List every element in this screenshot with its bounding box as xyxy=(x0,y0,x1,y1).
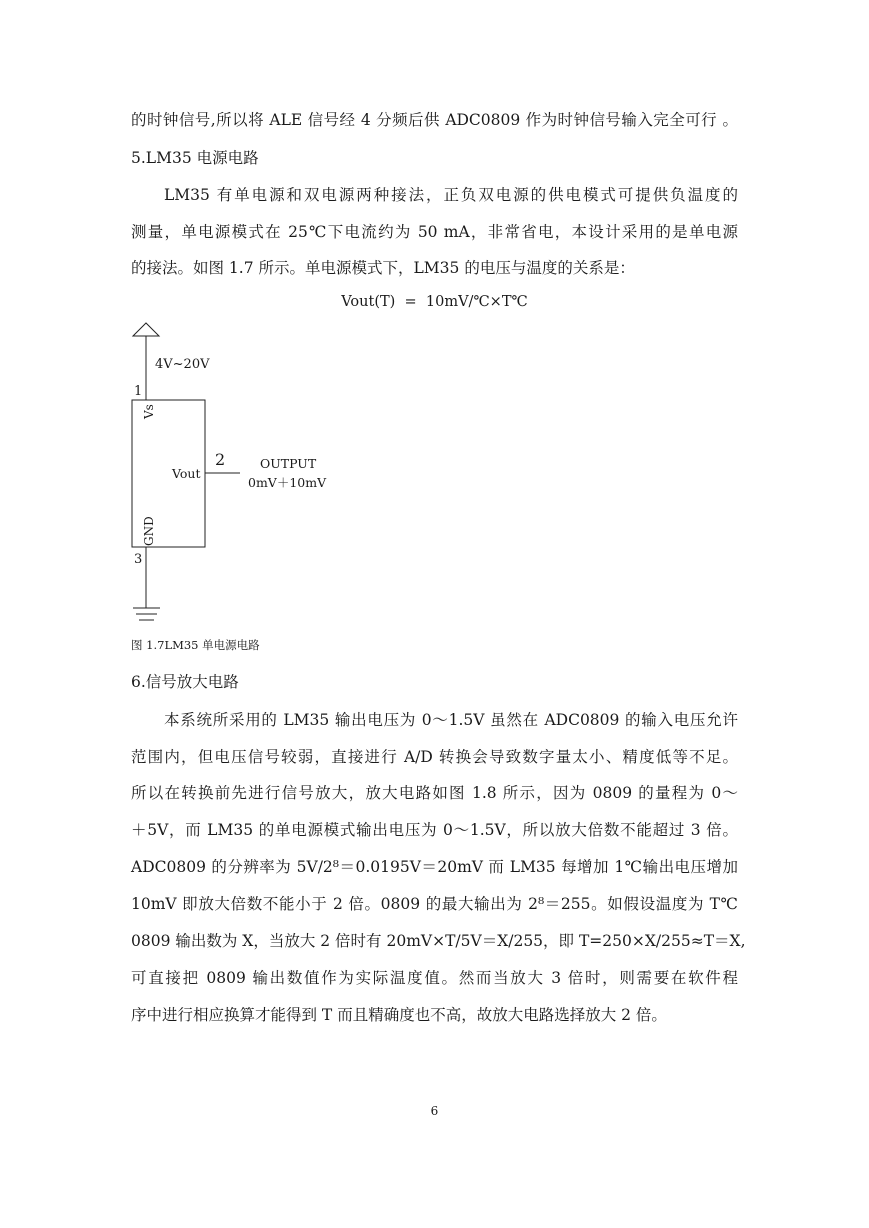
paragraph-line: 0809 输出数为 X，当放大 2 倍时有 20mV×T/5V＝X/255，即 T=250×X/255≈T＝X, xyxy=(131,932,746,950)
paragraph-line: 的接法。如图 1.7 所示。单电源模式下，LM35 的电压与温度的关系是： xyxy=(131,259,635,277)
paragraph-line: 10mV 即放大倍数不能小于 2 倍。0809 的最大输出为 2⁸＝255。如假设温度为 T℃ xyxy=(131,895,738,913)
paragraph-line: ADC0809 的分辨率为 5V/2⁸＝0.0195V＝20mV 而 LM35 每增加 1℃输出电压增加 xyxy=(131,858,738,876)
paragraph-line: LM35 有单电源和双电源两种接法，正负双电源的供电模式可提供负温度的 xyxy=(164,186,738,204)
paragraph-line: 的时钟信号,所以将 ALE 信号经 4 分频后供 ADC0809 作为时钟信号输入完全可行 。 xyxy=(131,111,738,129)
output-label: OUTPUT xyxy=(260,456,317,471)
paragraph-line: 测量，单电源模式在 25℃下电流约为 50 mA，非常省电，本设计采用的是单电源 xyxy=(131,223,738,241)
page-number: 6 xyxy=(430,1104,439,1118)
section-heading: 6.信号放大电路 xyxy=(131,673,239,691)
paragraph-line: ＋5V，而 LM35 的单电源模式输出电压为 0～1.5V，所以放大倍数不能超过 3 倍。 xyxy=(131,821,738,839)
vs-pin-label: Vs xyxy=(142,404,156,419)
formula: Vout(T) = 10mV/℃×T℃ xyxy=(341,294,528,310)
vout-pin-label: Vout xyxy=(172,466,201,481)
supply-voltage-label: 4V~20V xyxy=(155,357,210,372)
paragraph-line: 本系统所采用的 LM35 输出电压为 0～1.5V 虽然在 ADC0809 的输入电压允许 xyxy=(164,711,738,729)
pin-1-label: 1 xyxy=(134,384,143,399)
output-range-label: 0mV＋10mV xyxy=(248,475,327,490)
paragraph-line: 范围内，但电压信号较弱，直接进行 A/D 转换会导致数字量太小、精度低等不足。 xyxy=(131,748,738,766)
gnd-pin-label: GND xyxy=(142,516,156,546)
paragraph-line: 序中进行相应换算才能得到 T 而且精确度也不高，故放大电路选择放大 2 倍。 xyxy=(131,1006,667,1024)
lm35-circuit-diagram xyxy=(120,318,350,628)
section-heading: 5.LM35 电源电路 xyxy=(131,149,259,167)
paragraph-line: 所以在转换前先进行信号放大，放大电路如图 1.8 所示，因为 0809 的量程为 0～ xyxy=(131,784,738,802)
figure-caption: 图 1.7LM35 单电源电路 xyxy=(131,638,260,652)
paragraph-line: 可直接把 0809 输出数值作为实际温度值。然而当放大 3 倍时，则需要在软件程 xyxy=(131,969,738,987)
pin-2-label: 2 xyxy=(215,450,226,469)
ground-symbol-icon xyxy=(133,608,160,620)
pin-3-label: 3 xyxy=(134,552,143,567)
supply-arrow-icon xyxy=(133,323,159,336)
